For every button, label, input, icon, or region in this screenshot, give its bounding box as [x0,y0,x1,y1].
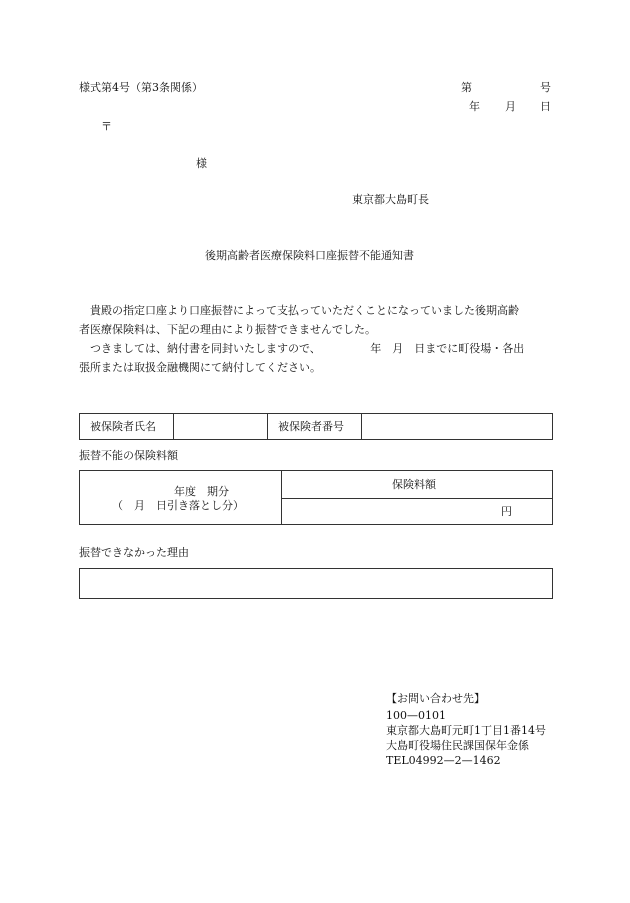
document-title: 後期高齢者医療保険料口座振替不能通知書 [205,249,414,262]
issuer-name: 東京都大島町長 [352,193,429,206]
body-line-1: 貴殿の指定口座より口座振替によって支払っていただくことになっていました後期高齢 [79,304,519,317]
contact-postal-code: 100—0101 [386,709,446,722]
period-label: 年度 期分 [174,485,229,498]
amount-table-hdivider [282,498,552,499]
amount-table [79,470,553,525]
form-id: 様式第4号（第3条関係） [79,81,203,94]
contact-address: 東京都大島町元町1丁目1番14号 [386,724,546,737]
contact-department: 大島町役場住民課国保年金係 [386,739,529,752]
date-day-label: 日 [540,100,551,113]
debit-date-label: （ 月 日引き落とし分） [112,499,244,512]
amount-section-heading: 振替不能の保険料額 [79,449,178,462]
premium-label: 保険料額 [392,478,436,491]
yen-unit: 円 [501,505,512,518]
number-label-dai: 第 [461,81,472,94]
insured-number-label: 被保険者番号 [278,420,344,433]
date-month-label: 月 [505,100,516,113]
contact-heading: 【お問い合わせ先】 [386,692,485,705]
insured-table-divider-2 [267,414,268,439]
reason-section-heading: 振替できなかった理由 [79,546,189,559]
postal-mark: 〒 [101,120,112,133]
reason-box[interactable] [79,568,553,599]
addressee-honorific: 様 [196,157,207,170]
body-line-4: 張所または取扱金融機関にて納付してください。 [79,361,321,374]
body-line-2: 者医療保険料は、下記の理由により振替できませんでした。 [79,323,376,336]
insured-name-label: 被保険者氏名 [90,420,156,433]
number-label-go: 号 [540,81,551,94]
insured-table [79,413,553,440]
contact-tel: TEL04992—2—1462 [386,754,501,767]
date-year-label: 年 [469,100,480,113]
body-line-3: つきましては、納付書を同封いたしますので、 年 月 日までに町役場・各出 [79,342,525,355]
insured-number-value[interactable] [362,414,552,439]
insured-name-value[interactable] [174,414,267,439]
